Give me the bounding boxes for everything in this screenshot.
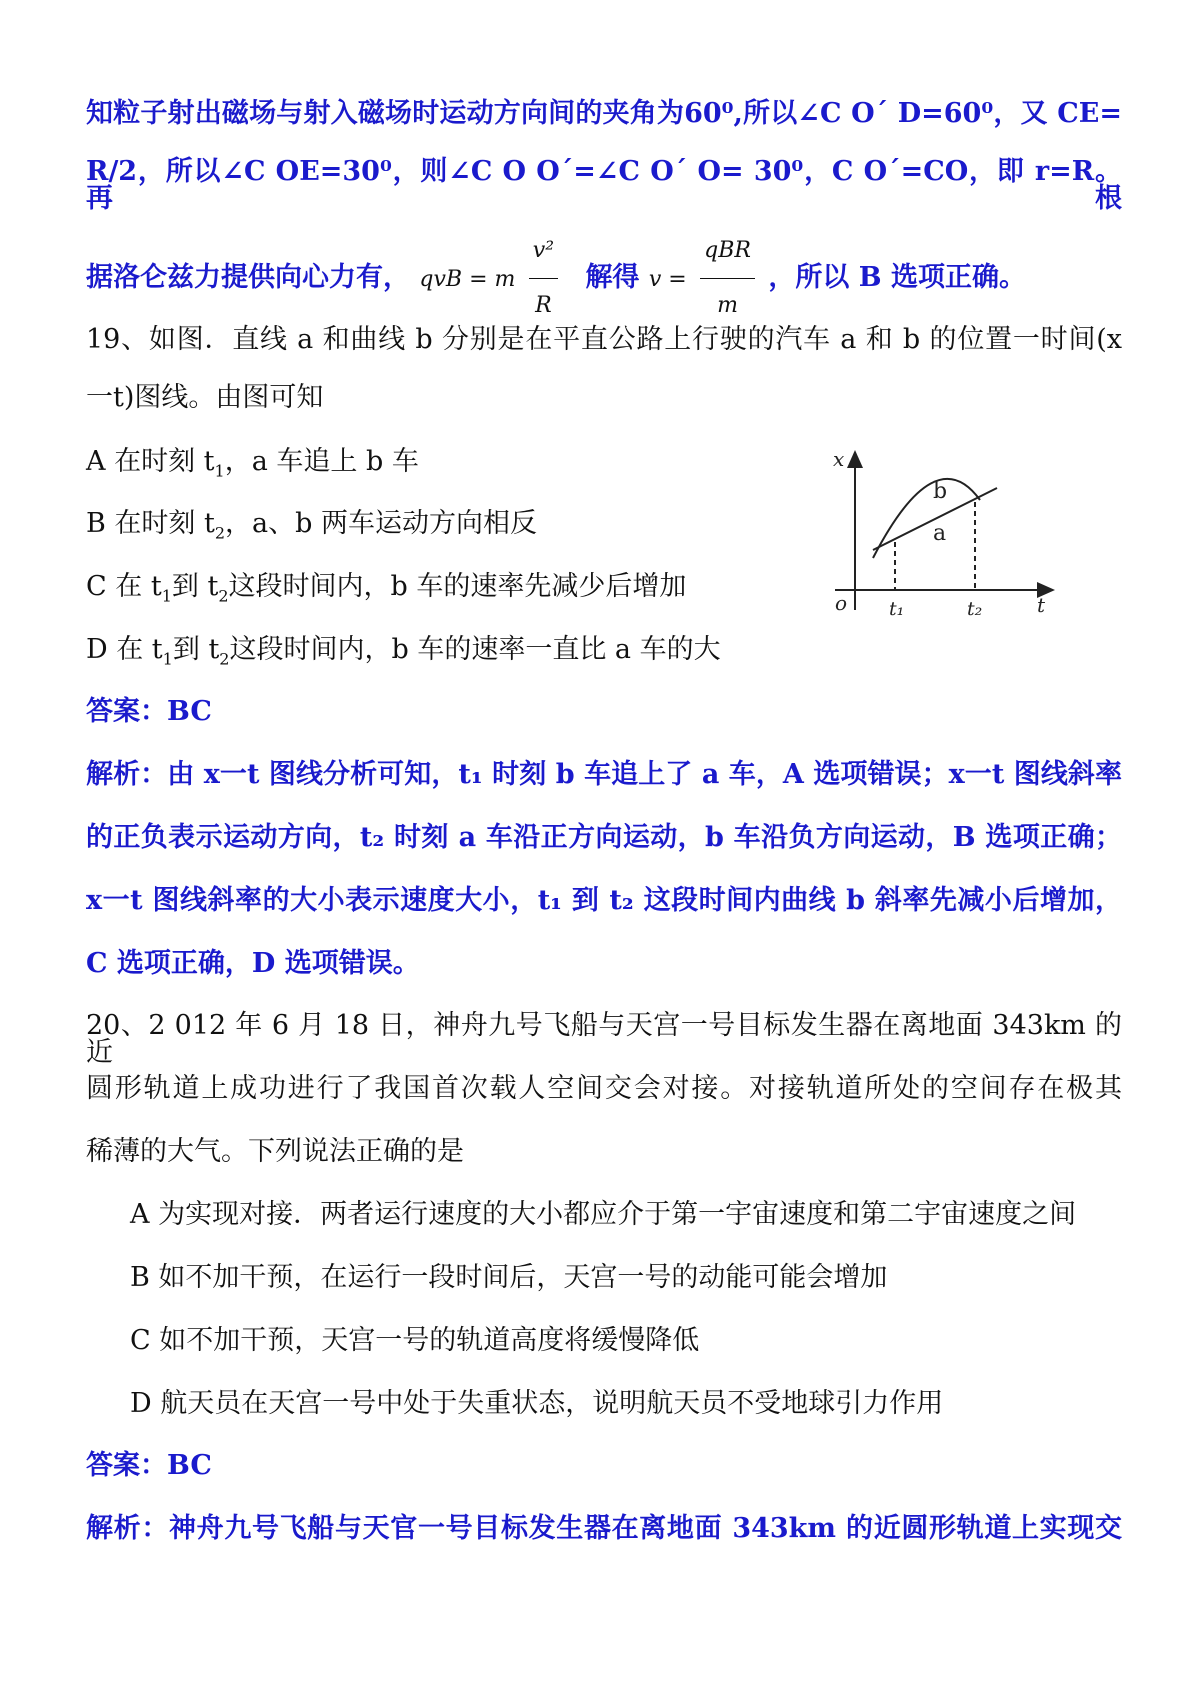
q20-option-a: A 为实现对接．两者运行速度的大小都应介于第一宇宙速度和第二宇宙速度之间 (130, 1199, 1077, 1230)
prev-solution-line-2: R/2，所以∠C OE=30⁰，则∠C O O´=∠C O´ O= 30⁰，C O´=CO，即 r=R。再根 (86, 156, 1122, 214)
option-text: 到 t (171, 571, 219, 602)
equation-velocity-fraction (700, 226, 755, 331)
q19-explanation-line-3: x一t 图线斜率的大小表示速度大小，t₁ 到 t₂ 这段时间内曲线 b 斜率先减小后增加， (86, 885, 1122, 916)
subscript: 1 (162, 649, 173, 669)
t-axis-label: t (1037, 593, 1046, 617)
subscript: 1 (161, 586, 172, 606)
q20-option-c: C 如不加干预，天宫一号的轨道高度将缓慢降低 (130, 1325, 700, 1356)
option-text: B 在时刻 t (86, 508, 215, 539)
q19-explanation-line-1: 解析：由 x一t 图线分析可知，t₁ 时刻 b 车追上了 a 车，A 选项错误；x一t 图线斜率 (86, 759, 1122, 790)
option-text: 这段时间内，b 车的速率一直比 a 车的大 (229, 634, 721, 665)
option-text: D 在 t (86, 634, 163, 665)
equation-lorentz-lhs: qvB = m (419, 267, 516, 292)
q19-answer: 答案：BC (86, 696, 212, 727)
q20-stem-line-3: 稀薄的大气。下列说法正确的是 (86, 1136, 464, 1167)
x-axis-label: x (833, 447, 845, 471)
fraction-denominator: m (717, 293, 738, 318)
q19-explanation-line-2: 的正负表示运动方向，t₂ 时刻 a 车沿正方向运动，b 车沿负方向运动，B 选项正确； (86, 822, 1122, 853)
prev-solution-text-a: 据洛仑兹力提供向心力有， (86, 262, 410, 293)
option-text: 这段时间内，b 车的速率先减少后增加 (228, 571, 687, 602)
fraction-numerator: v² (529, 226, 558, 279)
option-text: ，a、b 两车运动方向相反 (225, 508, 538, 539)
q20-answer: 答案：BC (86, 1450, 212, 1481)
prev-solution-text-b: 解得 (585, 262, 640, 293)
q20-stem-line-2: 圆形轨道上成功进行了我国首次载人空间交会对接。对接轨道所处的空间存在极其 (86, 1073, 1122, 1104)
option-text: ，a 车追上 b 车 (224, 446, 419, 477)
fraction-numerator: qBR (700, 226, 755, 279)
label-line-a: a (933, 521, 947, 546)
q20-stem-line-1: 20、2 012 年 6 月 18 日，神舟九号飞船与天宫一号目标发生器在离地面 343km 的近 (86, 1010, 1122, 1068)
fraction-denominator: R (535, 293, 552, 318)
q19-stem-line-1: 19、如图．直线 a 和曲线 b 分别是在平直公路上行驶的汽车 a 和 b 的位置一时间(x (86, 324, 1122, 355)
q19-stem-line-2: 一t)图线。由图可知 (86, 382, 324, 413)
option-text: C 在 t (86, 571, 162, 602)
subscript: 2 (219, 649, 230, 669)
subscript: 2 (214, 523, 226, 543)
curve-b (873, 479, 980, 558)
q20-option-d: D 航天员在天宫一号中处于失重状态，说明航天员不受地球引力作用 (130, 1388, 944, 1419)
subscript: 1 (214, 461, 225, 481)
prev-solution-line-3 (86, 226, 1122, 331)
origin-label: o (835, 591, 848, 615)
q20-explanation-line-1: 解析：神舟九号飞船与天官一号目标发生器在离地面 343km 的近圆形轨道上实现交 (86, 1513, 1122, 1544)
q20-option-b: B 如不加干预，在运行一段时间后，天宫一号的动能可能会增加 (130, 1262, 888, 1293)
equation-centripetal-fraction (529, 226, 558, 331)
option-text: A 在时刻 t (86, 446, 215, 477)
equation-velocity-lhs: v = (648, 267, 687, 292)
q19-option-d (86, 634, 1122, 669)
subscript: 2 (218, 586, 229, 606)
t2-label: t₂ (967, 598, 983, 620)
prev-solution-line-1: 知粒子射出磁场与射入磁场时运动方向间的夹角为60⁰,所以∠C O´ D=60⁰，又 CE= (86, 98, 1122, 129)
label-curve-b: b (933, 479, 948, 504)
prev-solution-text-c: ，所以 B 选项正确。 (768, 262, 1026, 293)
xt-graph-figure (815, 440, 1060, 630)
t1-label: t₁ (889, 598, 905, 620)
q19-explanation-line-4: C 选项正确，D 选项错误。 (86, 948, 420, 979)
option-text: 到 t (172, 634, 220, 665)
